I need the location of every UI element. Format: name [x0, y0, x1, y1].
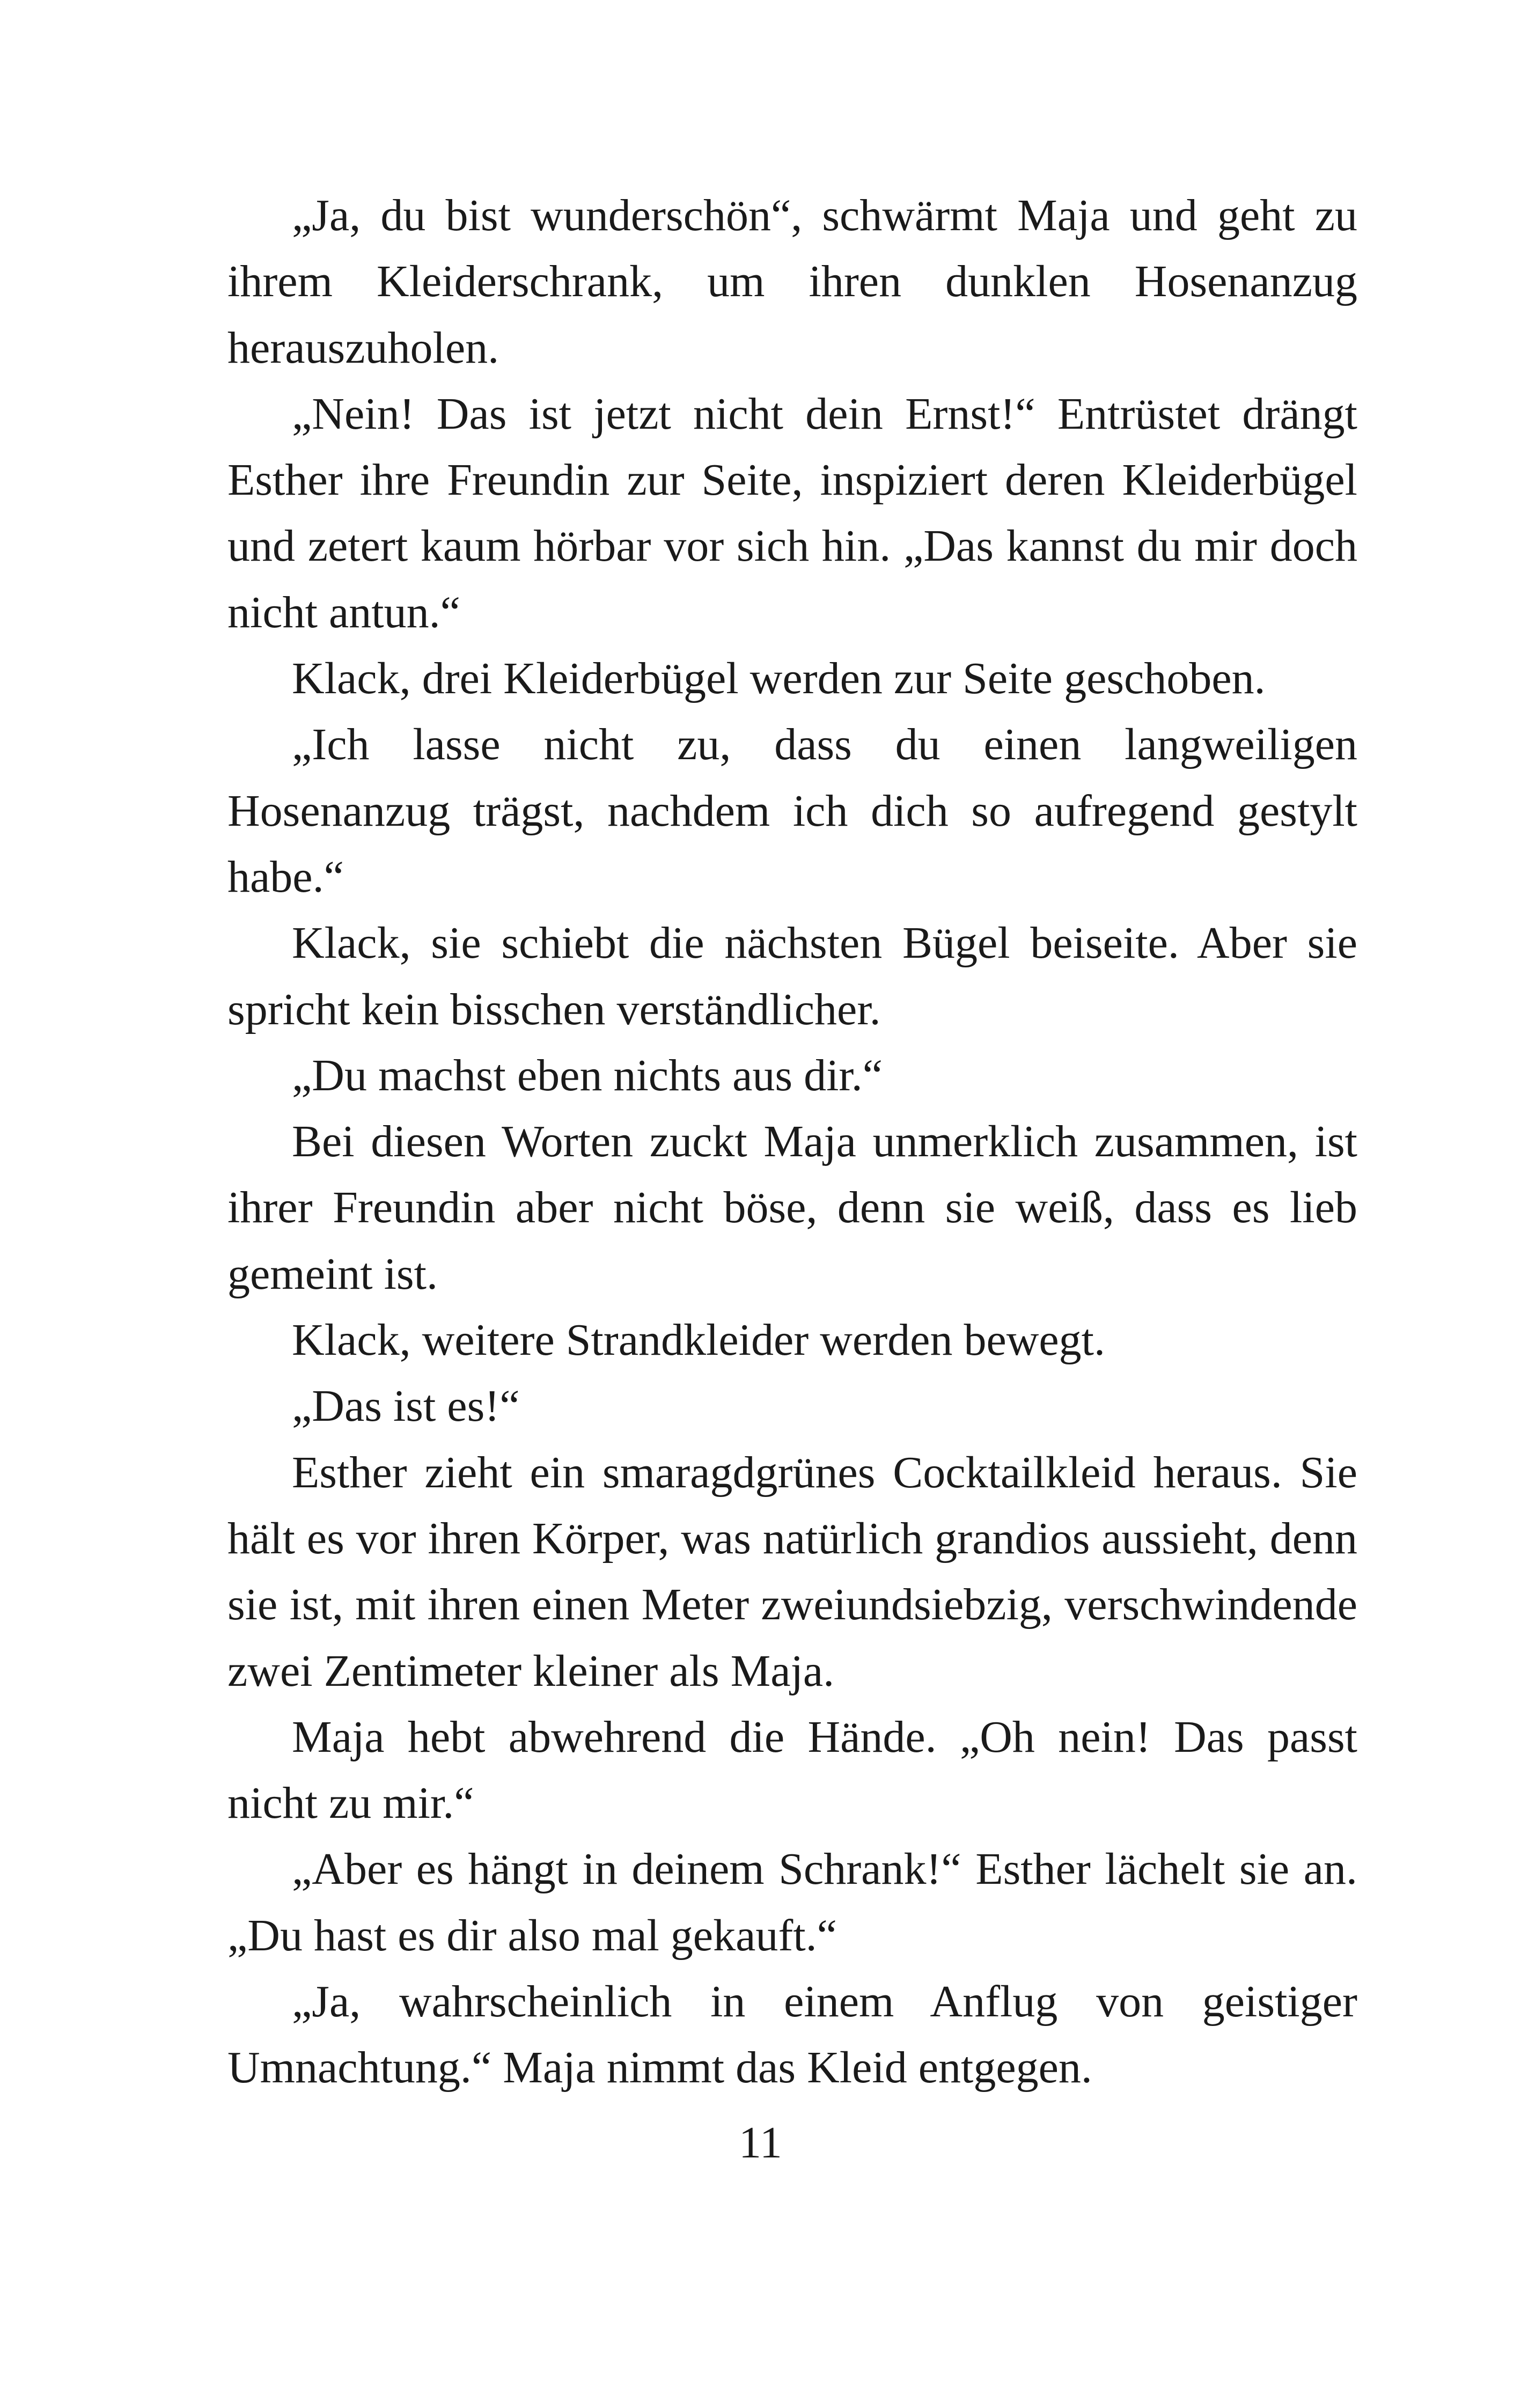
paragraph: Klack, sie schiebt die nächsten Bügel beiseite. Aber sie spricht kein bisschen verständlicher.: [227, 918, 1357, 1034]
paragraph: Maja hebt abwehrend die Hände. „Oh nein! Das passt nicht zu mir.“: [227, 1712, 1357, 1829]
paragraph: „Ich lasse nicht zu, dass du einen langweiligen Hosenanzug trägst, nachdem ich dich so aufregend gestylt habe.“: [227, 720, 1357, 902]
paragraph: Bei diesen Worten zuckt Maja unmerklich zusammen, ist ihrer Freundin aber nicht böse, denn sie weiß, dass es lieb gemeint ist.: [227, 1117, 1357, 1299]
paragraph: Esther zieht ein smaragdgrünes Cocktailkleid heraus. Sie hält es vor ihren Körper, was natürlich grandios aussieht, denn sie ist, mit ihren einen Meter zweiundsiebzig, verschwindende zwei Zentimeter kleiner als Maja.: [227, 1447, 1357, 1696]
paragraph: „Das ist es!“: [292, 1381, 520, 1431]
paragraph: Klack, weitere Strandkleider werden bewegt.: [292, 1315, 1106, 1365]
paragraph: „Ja, du bist wunderschön“, schwärmt Maja und geht zu ihrem Kleiderschrank, um ihren dunklen Hosenanzug herauszuholen.: [227, 190, 1357, 373]
paragraph: „Du machst eben nichts aus dir.“: [292, 1050, 883, 1100]
page-number: 11: [739, 2118, 782, 2168]
paragraph: „Aber es hängt in deinem Schrank!“ Esther lächelt sie an. „Du hast es dir also mal gekauft.“: [227, 1844, 1357, 1961]
body-text: [227, 182, 1357, 2101]
paragraph: „Ja, wahrscheinlich in einem Anflug von geistiger Umnachtung.“ Maja nimmt das Kleid entgegen.: [227, 1977, 1357, 2093]
paragraph: Klack, drei Kleiderbügel werden zur Seite geschoben.: [292, 654, 1266, 704]
paragraph: „Nein! Das ist jetzt nicht dein Ernst!“ Entrüstet drängt Esther ihre Freundin zur Seite, inspiziert deren Kleiderbügel und zetert kaum hörbar vor sich hin. „Das kannst du mir doch nicht antun.“: [227, 388, 1357, 637]
